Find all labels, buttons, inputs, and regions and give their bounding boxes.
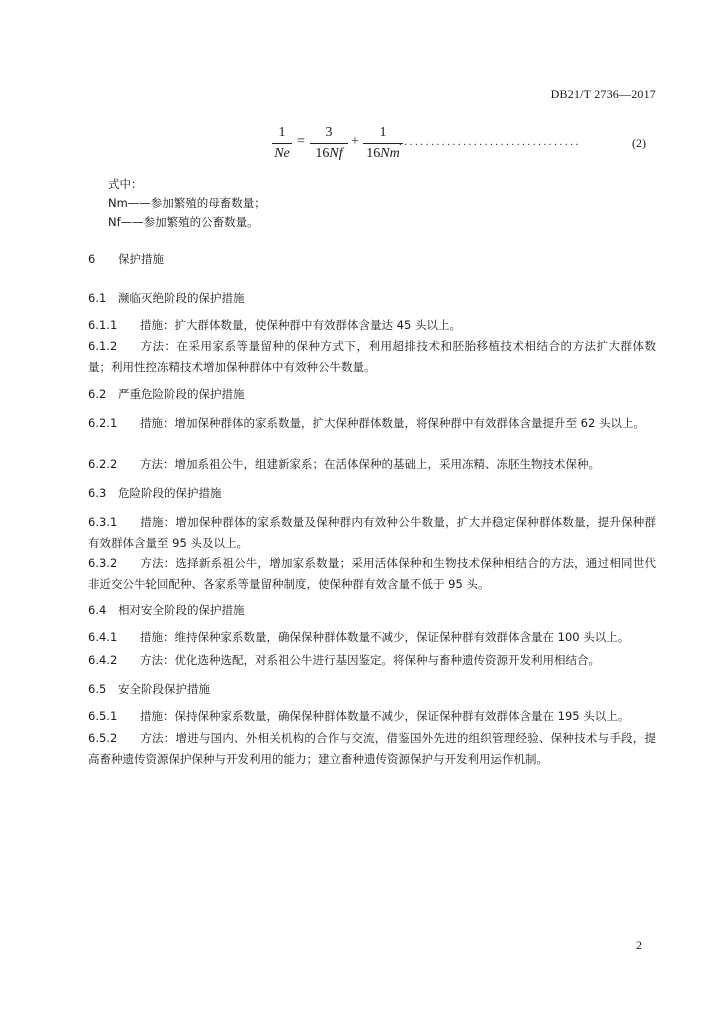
where-nf: Nf——参加繁殖的公畜数量。	[108, 215, 259, 229]
section-title: 危险阶段的保护措施	[118, 486, 222, 500]
section-title: 保护措施	[118, 252, 164, 266]
section-title: 严重危险阶段的保护措施	[118, 387, 245, 401]
clause-number: 6.3.1	[88, 515, 118, 529]
clause-text: 方法：增进与国内、外相关机构的合作与交流，借鉴国外先进的组织管理经验、保种技术与手段，提高畜种遗传资源保护保种与开发利用的能力；建立畜种遗传资源保护与开发利用运作机制。	[88, 731, 656, 766]
formula-f2-den-coef: 16	[366, 146, 381, 161]
section-number: 6.5	[88, 682, 107, 696]
section-number: 6.4	[88, 603, 107, 617]
clause-text: 措施：保持保种家系数量，确保保种群体数量不减少，保证保种群有效群体含量在 195 头以上。	[140, 709, 630, 723]
formula-lhs-fraction	[272, 124, 292, 163]
clause-6-3-1	[88, 512, 656, 554]
clause-number: 6.1.2	[88, 339, 118, 353]
formula-fraction-2	[363, 124, 403, 163]
clause-number: 6.2.1	[88, 416, 118, 430]
clause-number: 6.1.1	[88, 318, 118, 332]
section-title: 相对安全阶段的保护措施	[118, 603, 245, 617]
section-heading-6-4	[88, 600, 245, 620]
clause-6-1-2	[88, 336, 656, 378]
formula-plus: +	[351, 134, 359, 149]
formula-f1-numerator: 3	[325, 125, 333, 140]
clause-text: 措施：增加保种群体的家系数量及保种群内有效种公牛数量，扩大并稳定保种群体数量，提升保种群有效群体含量至 95 头及以上。	[88, 515, 656, 550]
clause-text: 方法：选择新系祖公牛，增加家系数量；采用活体保种和生物技术保种相结合的方法，通过相同世代非近交公牛轮回配种、各家系等量留种制度，使保种群有效含量不低于 95 头。	[88, 556, 656, 591]
section-heading-6-1	[88, 288, 245, 308]
formula-lhs-denominator: Ne	[274, 146, 290, 161]
clause-text: 方法：增加系祖公牛，组建新家系；在活体保种的基础上，采用冻精、冻胚生物技术保种。	[140, 457, 600, 471]
clause-6-3-2	[88, 553, 656, 595]
clause-number: 6.3.2	[88, 556, 118, 570]
clause-text: 方法：优化选种选配，对系祖公牛进行基因鉴定。将保种与畜种遗传资源开发利用相结合。	[140, 653, 600, 667]
clause-number: 6.2.2	[88, 457, 118, 471]
formula-f2-numerator: 1	[379, 125, 387, 140]
clause-text: 方法：在采用家系等量留种的保种方式下，利用超排技术和胚胎移植技术相结合的方法扩大群体数量；利用性控冻精技术增加保种群体中有效种公牛数量。	[88, 339, 656, 374]
section-title: 濒临灭绝阶段的保护措施	[118, 291, 245, 305]
section-title: 安全阶段保护措施	[118, 682, 210, 696]
clause-text: 措施：增加保种群体的家系数量，扩大保种群体数量，将保种群中有效群体含量提升至 62 头以上。	[140, 416, 645, 430]
formula-f2-den-var: Nm	[380, 146, 400, 161]
clause-number: 6.5.2	[88, 731, 118, 745]
clause-text: 措施：维持保种家系数量，确保保种群体数量不减少，保证保种群有效群体含量在 100 头以上。	[140, 630, 630, 644]
section-heading-6	[88, 249, 164, 269]
formula-leader-dots: ..................................	[399, 136, 581, 148]
section-number: 6.3	[88, 486, 107, 500]
clause-6-2-2	[88, 454, 656, 475]
clause-text: 措施：扩大群体数量，使保种群中有效群体含量达 45 头以上。	[140, 318, 461, 332]
where-intro: 式中：	[108, 177, 143, 191]
formula-fraction-1	[310, 124, 348, 163]
clause-6-1-1	[88, 315, 656, 336]
where-nm: Nm——参加繁殖的母畜数量；	[108, 196, 266, 210]
clause-6-5-2	[88, 728, 656, 770]
clause-6-4-1	[88, 627, 656, 648]
section-number: 6.2	[88, 387, 107, 401]
section-number: 6.1	[88, 291, 107, 305]
section-number: 6	[88, 252, 96, 266]
clause-6-5-1	[88, 706, 656, 727]
formula-lhs-numerator: 1	[278, 125, 286, 140]
formula-2	[272, 124, 656, 166]
clause-number: 6.5.1	[88, 709, 118, 723]
section-heading-6-2	[88, 384, 245, 404]
page-number: 2	[636, 938, 642, 952]
formula-number: (2)	[632, 136, 646, 150]
clause-number: 6.4.1	[88, 630, 118, 644]
section-heading-6-5	[88, 679, 210, 699]
formula-equals: =	[297, 134, 305, 149]
clause-6-2-1	[88, 413, 656, 434]
section-heading-6-3	[88, 483, 222, 503]
clause-6-4-2	[88, 650, 656, 671]
formula-f1-den-var: Nf	[329, 146, 343, 161]
clause-number: 6.4.2	[88, 653, 118, 667]
formula-f1-den-coef: 16	[315, 146, 330, 161]
standard-code: DB21/T 2736—2017	[550, 87, 656, 101]
